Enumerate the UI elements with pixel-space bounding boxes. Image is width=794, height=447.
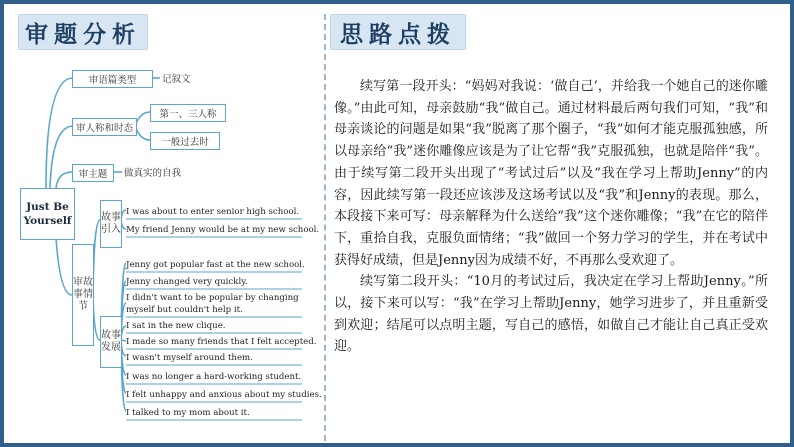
development-item-7: I wasn't myself around them. (126, 353, 253, 363)
dashed-divider (324, 14, 326, 441)
development-item-9: I felt unhappy and anxious about my studies. (126, 390, 322, 400)
connector-intro (93, 220, 100, 295)
connector-person-value (135, 112, 150, 126)
intro-label: 故事引入 (100, 200, 122, 248)
theme-label: 审主题 (72, 164, 114, 182)
connector-plot (56, 238, 72, 295)
connector-development (93, 295, 100, 340)
intro-item-2: My friend Jenny would be at my new school. (126, 225, 320, 235)
plot-label: 审故事情节 (72, 244, 94, 346)
development-item-8: I was no longer a hard-working student. (126, 372, 302, 382)
genre-value: 记叙文 (162, 74, 191, 85)
root-node (20, 188, 75, 240)
mind-map (0, 0, 320, 447)
genre-label: 审语篇类型 (72, 70, 153, 88)
development-item-4: myself but couldn't help it. (126, 305, 243, 315)
development-item-3: I didn't want to be popular by changing (126, 293, 299, 303)
root-line-1: Just Be (26, 201, 69, 213)
development-item-10: I talked to my mom about it. (126, 408, 250, 418)
development-label: 故事发展 (100, 316, 122, 368)
paragraph-1: 续写第一段开头：“妈妈对我说：‘做自己’，并给我一个她自己的迷你雕像。”由此可知，母亲鼓励“我”做自己。通过材料最后两句我们可知，“我”和母亲谈论的问题是如果“我”脱离了那个圈子，“我”如何才能克服孤独感，所以母亲给“我”迷你雕像应该是为了让它帮“我”克服孤独，也就是陪伴“我”。由于续写第二段开头出现了“考试过后”以及“我在学习上帮助Jenny”的内容，因此续写第一段还应该涉及这场考试以及“我”和Jenny的表现。那么，本段接下来可写：母亲解释为什么送给“我”这个迷你雕像；“我”在它的陪伴下，重拾自我，克服负面情绪；“我”做回一个努力学习的学生，并在考试中获得好成绩，但是Jenny因为成绩不好，不再那么受欢迎了。 (334, 79, 768, 268)
paragraph-2: 续写第二段开头：“10月的考试过后，我决定在学习上帮助Jenny。”所以，接下来可以写：“我”在学习上帮助Jenny，她学习进步了，并且重新受到欢迎；结尾可以点明主题，写自己的感悟，如做自己才能让自己真正受欢迎。 (334, 274, 768, 355)
development-item-6: I made so many friends that I felt accepted. (126, 337, 317, 347)
person-tense-label: 审人称和时态 (72, 118, 137, 136)
root-line-2: Yourself (23, 215, 72, 227)
intro-item-1: I was about to enter senior high school. (126, 207, 300, 217)
development-item-5: I sat in the new clique. (126, 321, 226, 331)
connector-person (50, 126, 72, 188)
theme-value: 做真实的自我 (124, 168, 182, 179)
right-heading: 思路点拨 (330, 14, 466, 50)
person-value: 第一、三人称 (150, 104, 226, 122)
bottom-bar (0, 443, 794, 447)
development-item-2: Jenny changed very quickly. (126, 277, 248, 287)
left-heading: 审题分析 (18, 14, 148, 50)
development-item-1: Jenny got popular fast at the new school. (126, 260, 305, 270)
connector-genre (46, 78, 72, 188)
tense-value: 一般过去时 (150, 132, 220, 150)
analysis-text (334, 76, 768, 358)
connector-tense-value (135, 126, 150, 140)
connector-theme (56, 172, 72, 188)
